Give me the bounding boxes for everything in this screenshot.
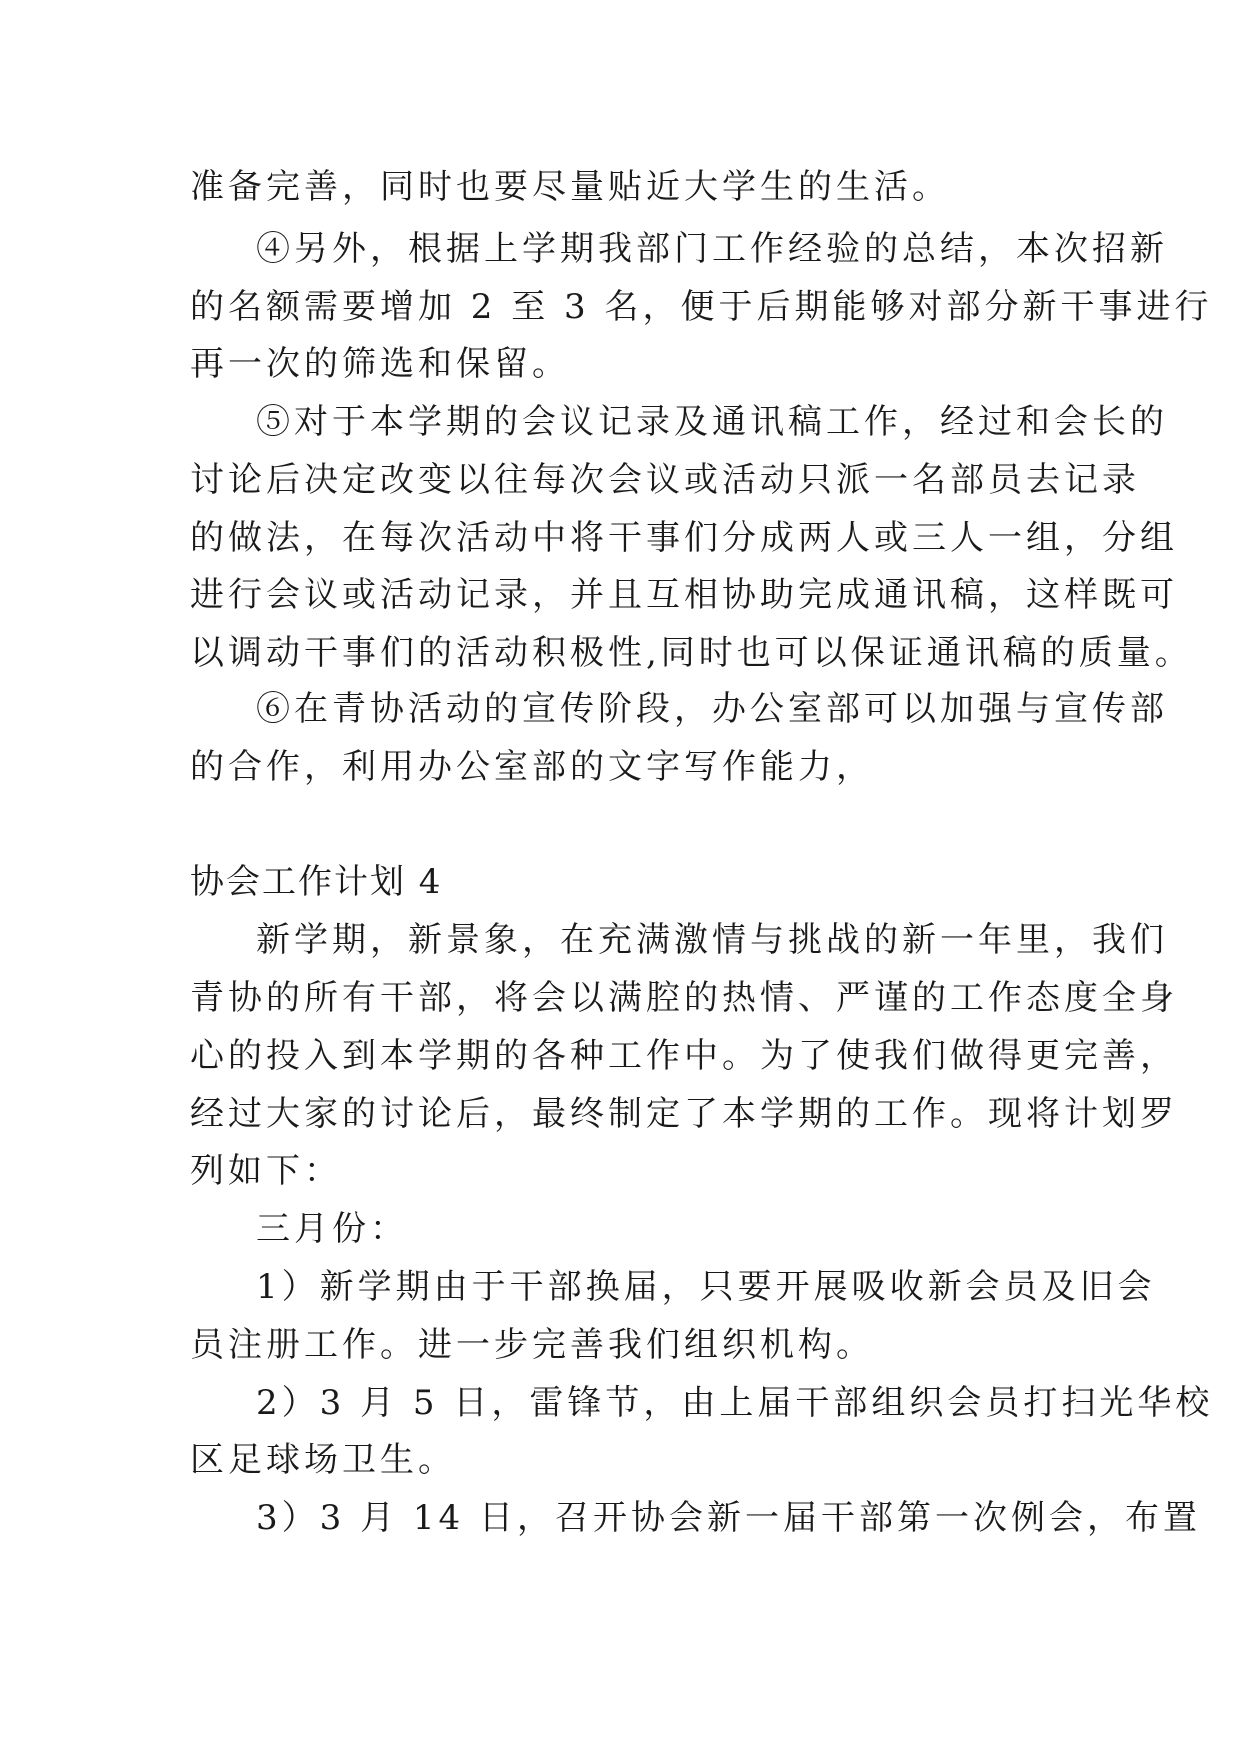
section-heading: 协会工作计划 4 bbox=[190, 862, 443, 902]
text-line: 以调动干事们的活动积极性,同时也可以保证通讯稿的质量。 bbox=[190, 633, 1193, 673]
text-line: 的合作，利用办公室部的文字写作能力， bbox=[190, 747, 874, 787]
text-line: 青协的所有干部，将会以满腔的热情、严谨的工作态度全身 bbox=[190, 978, 1178, 1018]
text-line: 员注册工作。进一步完善我们组织机构。 bbox=[190, 1325, 874, 1365]
text-line: 1）新学期由于干部换届，只要开展吸收新会员及旧会 bbox=[256, 1267, 1156, 1307]
text-line: 区足球场卫生。 bbox=[190, 1440, 456, 1480]
text-line: 2）3 月 5 日，雷锋节，由上届干部组织会员打扫光华校 bbox=[256, 1383, 1214, 1423]
text-line: 3）3 月 14 日，召开协会新一届干部第一次例会，布置 bbox=[256, 1498, 1201, 1538]
text-line: 三月份： bbox=[256, 1209, 408, 1249]
text-line: 列如下： bbox=[190, 1151, 342, 1191]
text-line: ④另外，根据上学期我部门工作经验的总结，本次招新 bbox=[256, 229, 1168, 269]
text-line: ⑤对于本学期的会议记录及通讯稿工作，经过和会长的 bbox=[256, 402, 1168, 442]
text-line: 的名额需要增加 2 至 3 名，便于后期能够对部分新干事进行 bbox=[190, 287, 1213, 327]
text-line: 新学期，新景象，在充满激情与挑战的新一年里，我们 bbox=[256, 920, 1168, 960]
text-line: 心的投入到本学期的各种工作中。为了使我们做得更完善， bbox=[190, 1036, 1178, 1076]
text-line: 进行会议或活动记录，并且互相协助完成通讯稿，这样既可 bbox=[190, 575, 1178, 615]
text-line: 再一次的筛选和保留。 bbox=[190, 344, 570, 384]
text-line: 经过大家的讨论后，最终制定了本学期的工作。现将计划罗 bbox=[190, 1094, 1178, 1134]
text-line: 讨论后决定改变以往每次会议或活动只派一名部员去记录 bbox=[190, 460, 1140, 500]
text-line: 的做法，在每次活动中将干事们分成两人或三人一组，分组 bbox=[190, 518, 1178, 558]
text-line: ⑥在青协活动的宣传阶段，办公室部可以加强与宣传部 bbox=[256, 689, 1168, 729]
text-line: 准备完善，同时也要尽量贴近大学生的生活。 bbox=[190, 167, 950, 207]
